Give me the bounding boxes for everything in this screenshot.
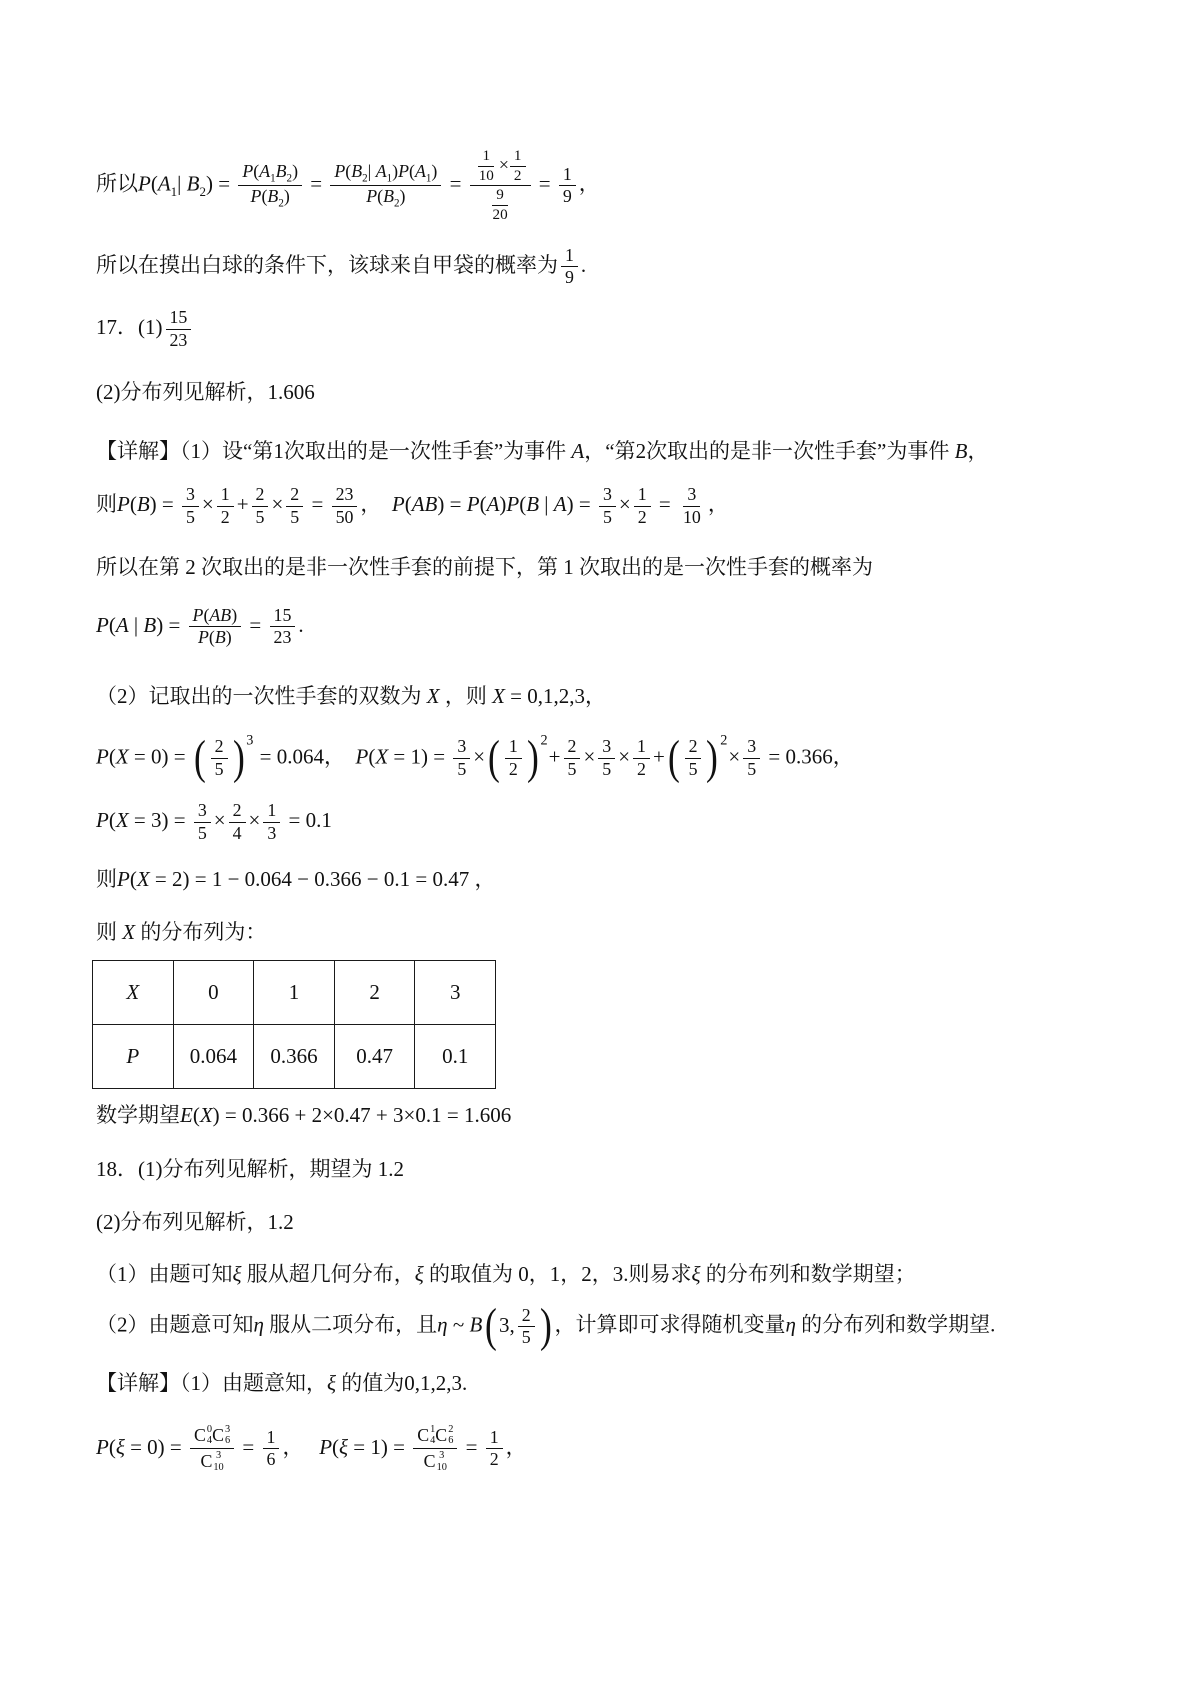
- formula-bayes-conditional: 所以$P(A_1|$ $B_2$) = $\frac{P(A_1B_2)}{P(B_2)}$ = $\frac{P(B_2| A_1)P(A_1)}{P(B_2)}$ = $\frac{1}{10}$ × $\frac{1}{2}$ $\frac{9}{20}$ = $\frac{1}{9}$ ，: [96, 147, 600, 224]
- table-cell: 2: [334, 960, 415, 1024]
- table-cell: 3: [415, 960, 496, 1024]
- answer-18-part1: 18．(1)分布列见解析，期望为 1.2: [96, 1157, 404, 1182]
- formula-xi0-xi1: P(ξ = 0) = C 0 4 C 3 6 C 3 10 = $\frac{1}{6}$ ， P(ξ = 1) = C 1 4 C 2 6 C 3 10 = $\frac{1}{2}$ ，: [96, 1423, 527, 1474]
- analysis-18-part1: （1）由题可知ξ 服从超几何分布，ξ 的取值为 0，1，2，3.则易求ξ 的分布列和数学期望；: [96, 1261, 916, 1286]
- table-row-label: X: [93, 960, 174, 1024]
- formula-px2: 则P(X = 2) = 1 − 0.064 − 0.366 − 0.1 = 0.47 ，: [96, 867, 496, 892]
- answer-17-part2: (2)分布列见解析，1.606: [96, 380, 315, 405]
- table-cell: 0.1: [415, 1024, 496, 1088]
- text-define-x: （2）记取出的一次性手套的双数为 X ，则 X = 0,1,2,3，: [96, 683, 606, 708]
- table-cell: 0.47: [334, 1024, 415, 1088]
- formula-pb-pab: 则P(B) = $\frac{3}{5}$ × $\frac{1}{2}$ + $\frac{2}{5}$ × $\frac{2}{5}$ = $\frac{23}{50}$ ， P(AB) = P(A)P(B | A) = $\frac{3}{5}$ × $\frac{1}{2}$ = $\frac{3}{10}$ ，: [96, 483, 729, 527]
- formula-px3: P(X = 3) = $\frac{3}{5}$ × $\frac{2}{4}$ × $\frac{1}{3}$ = 0.1: [96, 800, 332, 843]
- text-conditional-premise: 所以在第 2 次取出的是非一次性手套的前提下，第 1 次取出的是一次性手套的概率为: [96, 555, 873, 580]
- formula-expectation-x: 数学期望E(X) = 0.366 + 2×0.47 + 3×0.1 = 1.606: [96, 1102, 512, 1127]
- answer-18-part2: (2)分布列见解析，1.2: [96, 1209, 294, 1234]
- answer-17-part1: 17．(1) $\frac{15}{23}$: [96, 308, 1126, 350]
- table-cell: 0.064: [173, 1024, 254, 1088]
- conclusion-white-ball: 所以在摸出白球的条件下，该球来自甲袋的概率为 $\frac{1}{9}$ .: [96, 244, 587, 288]
- table-row-label: P: [93, 1024, 174, 1088]
- detail-17-setup: 【详解】（1）设“第1次取出的是一次性手套”为事件 A，“第2次取出的是非一次性手套”为事件 B，: [96, 438, 989, 463]
- table-row: [93, 1024, 496, 1088]
- formula-p-a-given-b: P(A | B) = $\frac{P(AB)}{P(B)}$ = $\frac{15}{23}$ .: [96, 604, 304, 648]
- table-row: [93, 960, 496, 1024]
- distribution-table: [92, 960, 496, 1089]
- table-cell: 1: [254, 960, 335, 1024]
- text-distribution-intro: 则 X 的分布列为：: [96, 919, 267, 944]
- table-cell: 0.366: [254, 1024, 335, 1088]
- formula-px0-px1: P(X = 0) = ( $\frac{2}{5}$ ) 3 = 0.064， P(X = 1) = $\frac{3}{5}$ × ( $\frac{1}{2}$ ) 2 + $\frac{2}{5}$ × $\frac{3}{5}$ × $\frac{1}{2}$ + ( $\frac{2}{5}$ ) 2 × $\frac{3}{5}$ = 0.366，: [96, 732, 854, 785]
- document-page: [96, 0, 1126, 1474]
- table-cell: 0: [173, 960, 254, 1024]
- detail-18-values: 【详解】（1）由题意知，ξ 的值为0,1,2,3.: [96, 1371, 468, 1396]
- analysis-18-part2: （2）由题意可知η 服从二项分布，且η ~ B ( 3, $\frac{2}{5}$ ) ，计算即可求得随机变量η 的分布列和数学期望.: [96, 1300, 996, 1353]
